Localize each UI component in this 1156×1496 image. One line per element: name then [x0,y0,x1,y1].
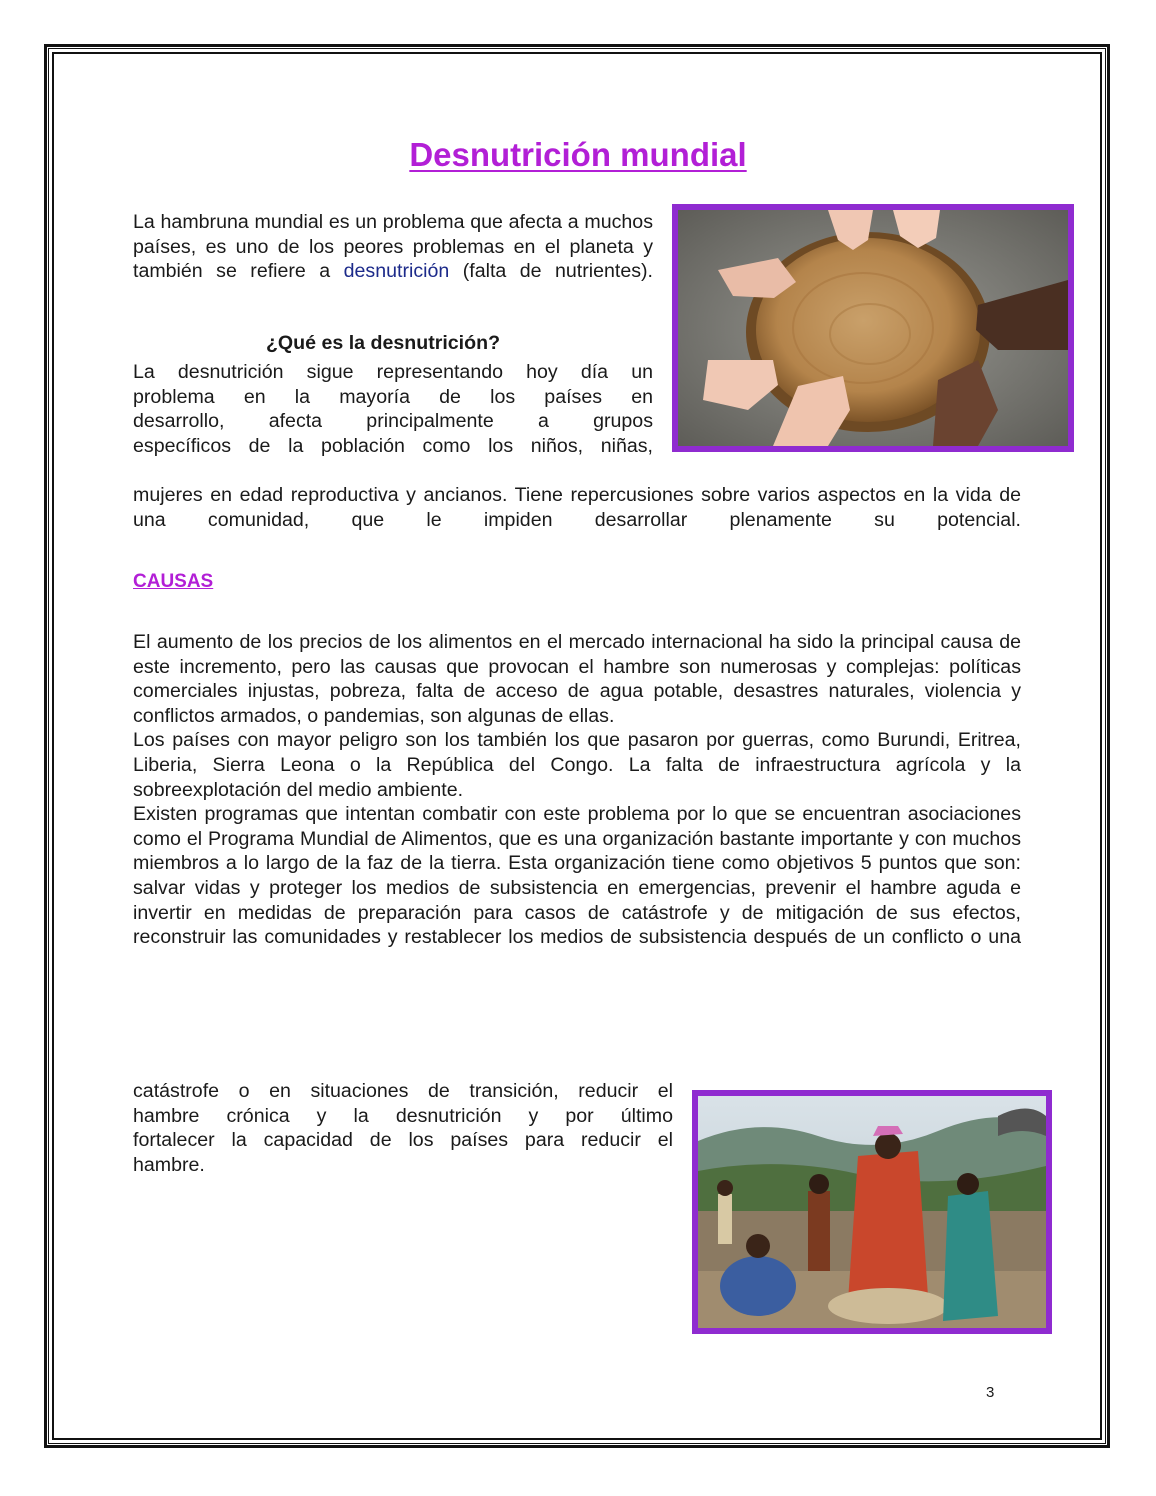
final-line: catástrofe o en situaciones de transición, reducir el [133,1080,673,1102]
section-subtitle: ¿Qué es la desnutrición? [265,332,501,354]
market-women-photo [692,1090,1052,1334]
causas-paragraph: Los países con mayor peligro son los también los que pasaron por guerras, como Burundi, Eritrea, Liberia, Sierra Leona o la República del Congo. La falta de infraestructura agrícola y la sobreexplotación del medio ambiente. [133,729,1021,801]
intro-text-before-link: La hambruna mundial es un problema que afecta a muchos países, es uno de los peores problemas en el planeta y también se refiere a [133,211,653,283]
hands-bowl-illustration [678,210,1068,446]
definition-line: desarrollo, afecta principalmente a grupos [133,410,653,433]
final-line: hambre. [133,1153,205,1176]
definition-paragraph-continued: mujeres en edad reproductiva y ancianos. Tiene repercusiones sobre varios aspectos en la vida de una comunidad, que le impiden desarrollar plenamente su potencial. [133,484,1021,531]
causas-body [133,630,1021,950]
final-line: fortalecer la capacidad de los países para reducir el [133,1129,673,1152]
causas-heading: CAUSAS [133,571,214,592]
causas-paragraph: Existen programas que intentan combatir con este problema por lo que se encuentran asociaciones como el Programa Mundial de Alimentos, que es una organización bastante importante y con muchos miembros a lo largo de la faz de la tierra. Esta organización tiene como objetivos 5 puntos que son: salvar vidas y proteger los medios de subsistencia en emergencias, prevenir el hambre aguda e invertir en medidas de preparación para casos de catástrofe y de mitigación de sus efectos, reconstruir las comunidades y restablecer los medios de subsistencia después de un conflicto o una [133,803,1021,949]
definition-line: específicos de la población como los niños, niñas, [133,434,653,457]
definition-line: problema en la mayoría de los países en [133,385,653,408]
page-title: Desnutrición mundial [409,136,747,173]
market-scene-illustration [698,1096,1046,1328]
intro-paragraph [133,210,653,284]
final-paragraph [133,1079,673,1177]
definition-paragraph [133,360,653,458]
intro-text-after-link: (falta de nutrientes). [449,260,653,283]
page-number: 3 [986,1384,995,1401]
desnutricion-link[interactable]: desnutrición [343,260,450,283]
final-line: hambre crónica y la desnutrición y por último [133,1104,673,1127]
definition-line: La desnutrición sigue representando hoy día un [133,361,653,383]
hands-bowl-photo [672,204,1074,452]
causas-paragraph: El aumento de los precios de los alimentos en el mercado internacional ha sido la principal causa de este incremento, pero las causas que provocan el hambre son numerosas y complejas: políticas comerciales injustas, pobreza, falta de acceso de agua potable, desastres naturales, violencia y conflictos armados, o pandemias, son algunas de ellas. [133,631,1021,727]
